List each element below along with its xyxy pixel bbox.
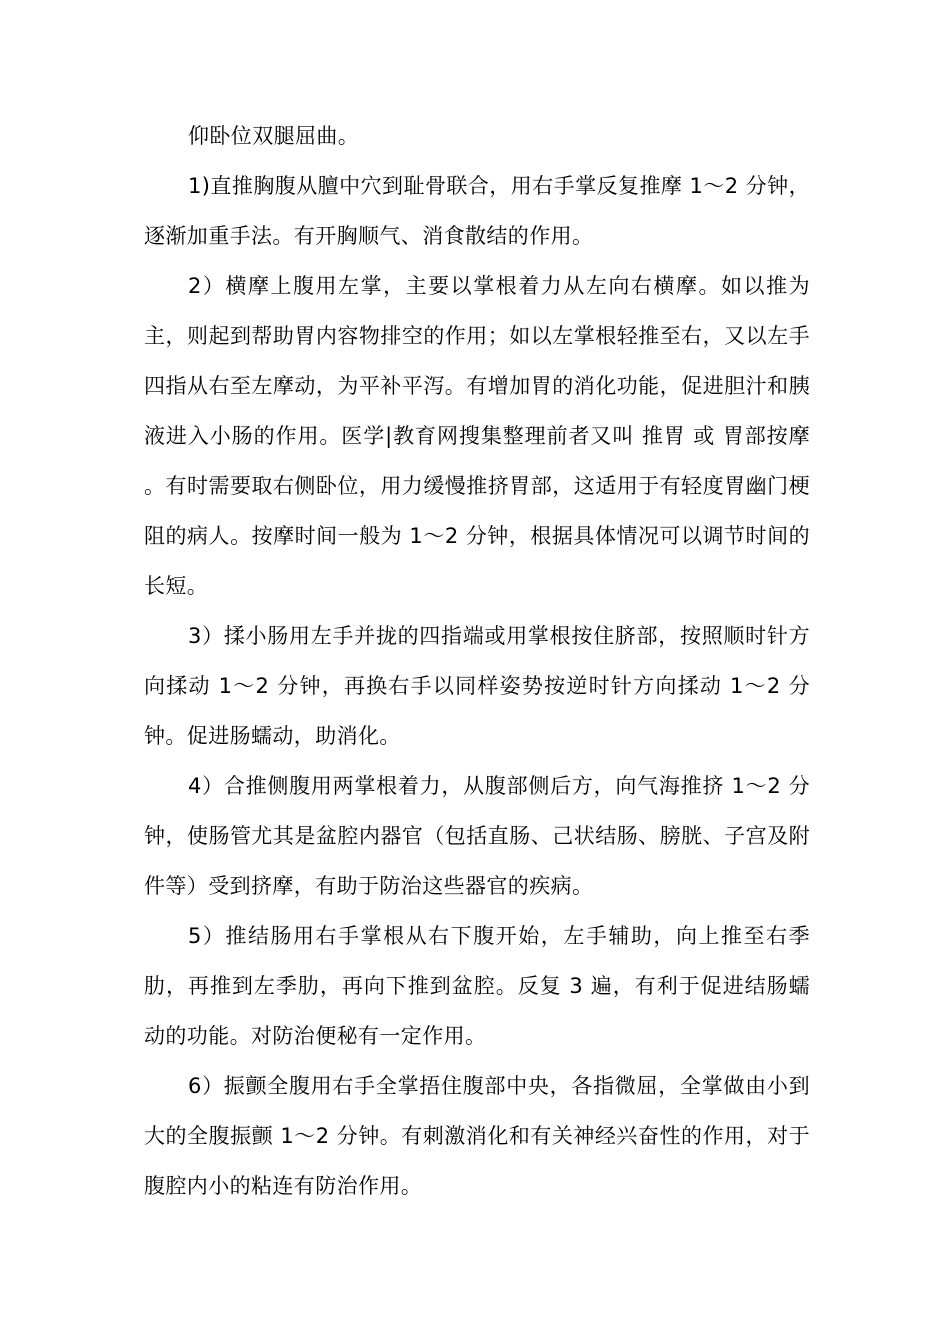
paragraph-step-4: 4）合推侧腹用两掌根着力，从腹部侧后方，向气海推挤 1～2 分钟，使肠管尤其是盆腔内器官（包括直肠、己状结肠、膀胱、子宫及附件等）受到挤摩，有助于防治这些器官的疾病。: [144, 774, 810, 898]
paragraph-step-2: 2）横摩上腹用左掌，主要以掌根着力从左向右横摩。如以推为主，则起到帮助胃内容物排空的作用；如以左掌根轻推至右，又以左手四指从右至左摩动，为平补平泻。有增加胃的消化功能，促进胆汁和胰液进入小肠的作用。医学|教育网搜集整理前者又叫 推胃 或 胃部按摩 。有时需要取右侧卧位，用力缓慢推挤胃部，这适用于有轻度胃幽门梗阻的病人。按摩时间一般为 1～2 分钟，根据具体情况可以调节时间的长短。: [144, 274, 810, 598]
document-body: [144, 111, 810, 1211]
paragraph-step-5: 5）推结肠用右手掌根从右下腹开始，左手辅助，向上推至右季肋，再推到左季肋，再向下推到盆腔。反复 3 遍，有利于促进结肠蠕动的功能。对防治便秘有一定作用。: [144, 924, 810, 1048]
paragraph-step-1: 1)直推胸腹从膻中穴到耻骨联合，用右手掌反复推摩 1～2 分钟，逐渐加重手法。有开胸顺气、消食散结的作用。: [144, 174, 810, 248]
paragraph-step-3: 3）揉小肠用左手并拢的四指端或用掌根按住脐部，按照顺时针方向揉动 1～2 分钟，再换右手以同样姿势按逆时针方向揉动 1～2 分钟。促进肠蠕动，助消化。: [144, 624, 810, 748]
paragraph-intro: 仰卧位双腿屈曲。: [188, 124, 360, 148]
paragraph-step-6: 6）振颤全腹用右手全掌捂住腹部中央，各指微屈，全掌做由小到大的全腹振颤 1～2 分钟。有刺激消化和有关神经兴奋性的作用，对于腹腔内小的粘连有防治作用。: [144, 1074, 810, 1198]
